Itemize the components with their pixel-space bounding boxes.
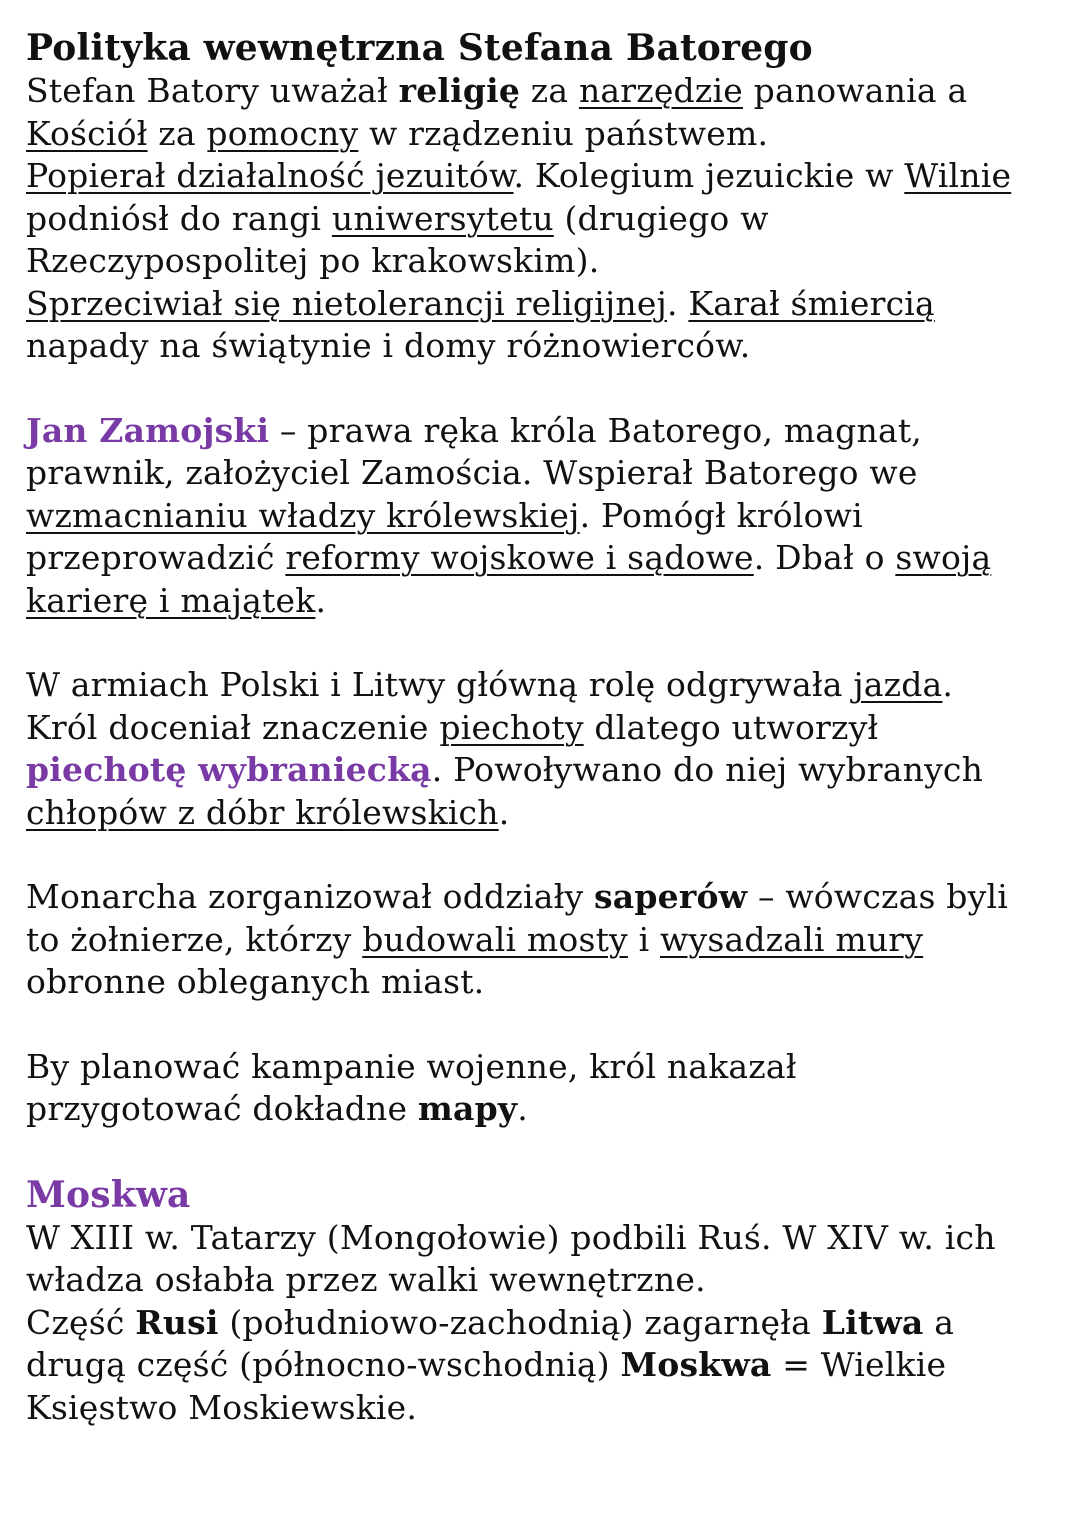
spacer <box>26 1131 1058 1173</box>
section-moscow <box>26 1173 1058 1430</box>
text-line: Król doceniał znaczenie piechoty dlatego utworzył <box>26 707 879 747</box>
keyword: Rusi <box>135 1302 219 1342</box>
spacer <box>26 368 1058 410</box>
text-line: Kościół za pomocny w rządzeniu państwem. <box>26 113 769 153</box>
keyword: saperów <box>594 877 748 916</box>
text-line: By planować kampanie wojenne, król nakazał <box>26 1046 797 1086</box>
section-sappers <box>26 876 1058 1004</box>
underlined-text: uniwersytetu <box>331 198 554 238</box>
text-line: Sprzeciwiał się nietolerancji religijnej. Karał śmiercią <box>26 283 935 323</box>
spacer <box>26 1004 1058 1046</box>
underlined-text: wzmacnianiu władzy królewskiej <box>26 495 580 535</box>
section-maps <box>26 1046 1058 1131</box>
underlined-text: budowali mosty <box>362 919 628 959</box>
highlight-term: piechotę wybraniecką <box>26 750 432 789</box>
page-title: Polityka wewnętrzna Stefana Batorego <box>26 27 813 69</box>
text-line: napady na świątynie i domy różnowierców. <box>26 326 751 365</box>
text-line: Jan Zamojski – prawa ręka króla Batorego, magnat, <box>26 410 922 450</box>
keyword: mapy <box>417 1089 518 1128</box>
underlined-text: Kościół <box>26 113 148 153</box>
text-line: przygotować dokładne mapy. <box>26 1089 528 1128</box>
text-line: wzmacnianiu władzy królewskiej. Pomógł królowi <box>26 495 863 535</box>
text-line: Część Rusi (południowo-zachodnią) zagarnęła Litwa a <box>26 1302 955 1342</box>
underlined-text: piechoty <box>439 707 584 747</box>
underlined-text: Wilnie <box>904 156 1012 195</box>
underlined-text: chłopów z dóbr królewskich <box>26 792 499 832</box>
underlined-text: jazda <box>853 665 943 704</box>
section-army <box>26 664 1058 834</box>
underlined-text: reformy wojskowe i sądowe <box>285 538 754 577</box>
text-line: to żołnierze, którzy budowali mosty i wysadzali mury <box>26 919 924 959</box>
section-zamojski <box>26 410 1058 623</box>
underlined-text: Sprzeciwiał się nietolerancji religijnej <box>26 283 667 323</box>
text-line: piechotę wybraniecką. Powoływano do niej wybranych <box>26 750 984 789</box>
underlined-text: wysadzali mury <box>660 919 924 959</box>
text-line: Popierał działalność jezuitów. Kolegium jezuickie w Wilnie <box>26 156 1012 195</box>
text-line: chłopów z dóbr królewskich. <box>26 792 510 832</box>
section-religion <box>26 70 1058 368</box>
text-line: Monarcha zorganizował oddziały saperów – wówczas byli <box>26 877 1008 916</box>
text-line: karierę i majątek. <box>26 580 327 620</box>
highlight-name: Jan Zamojski <box>26 410 270 450</box>
text-line: drugą część (północno-wschodnią) Moskwa = Wielkie <box>26 1345 947 1384</box>
underlined-text: swoją <box>895 538 992 577</box>
underlined-text: Karał śmiercią <box>688 283 935 323</box>
underlined-text: Popierał działalność jezuitów <box>26 156 514 195</box>
text-line: Stefan Batory uważał religię za narzędzie panowania a <box>26 71 968 110</box>
text-line: obronne obleganych miast. <box>26 962 485 1001</box>
underlined-text: karierę i majątek <box>26 580 316 620</box>
text-line: przeprowadzić reformy wojskowe i sądowe. Dbał o swoją <box>26 538 992 577</box>
underlined-text: pomocny <box>206 113 359 153</box>
text-line: prawnik, założyciel Zamościa. Wspierał Batorego we <box>26 453 918 492</box>
keyword: Moskwa <box>620 1345 772 1384</box>
keyword: Litwa <box>821 1302 924 1342</box>
section-heading: Moskwa <box>26 1173 191 1216</box>
text-line: Rzeczypospolitej po krakowskim). <box>26 241 600 280</box>
spacer <box>26 834 1058 876</box>
underlined-text: narzędzie <box>578 71 743 110</box>
text-line: W armiach Polski i Litwy główną rolę odgrywała jazda. <box>26 665 954 704</box>
text-line: podniósł do rangi uniwersytetu (drugiego w <box>26 198 769 238</box>
text-line: władza osłabła przez walki wewnętrzne. <box>26 1260 706 1299</box>
text-line: W XIII w. Tatarzy (Mongołowie) podbili Ruś. W XIV w. ich <box>26 1217 996 1257</box>
text-line: Księstwo Moskiewskie. <box>26 1387 418 1427</box>
spacer <box>26 622 1058 664</box>
keyword: religię <box>398 71 521 110</box>
